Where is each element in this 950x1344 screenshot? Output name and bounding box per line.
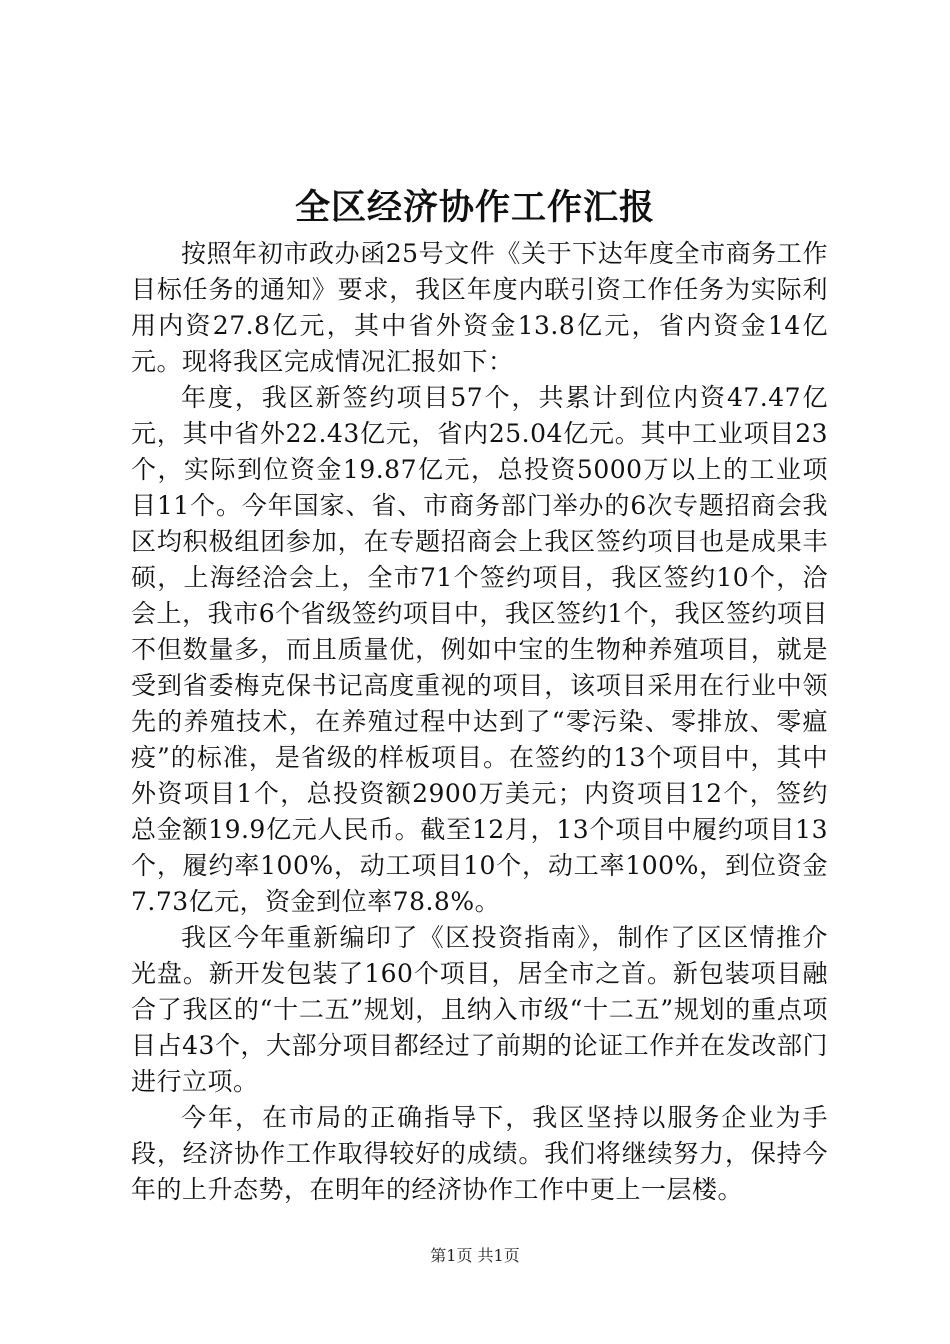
document-title: 全区经济协作工作汇报 [294, 187, 655, 228]
document-body [131, 236, 828, 1208]
paragraph-conclusion: 今年，在市局的正确指导下，我区坚持以服务企业为手段，经济协作工作取得较好的成绩。我们将继续努力，保持今年的上升态势，在明年的经济协作工作中更上一层楼。 [131, 1103, 828, 1204]
paragraph-intro: 按照年初市政办函25号文件《关于下达年度全市商务工作目标任务的通知》要求，我区年度内联引资工作任务为实际利用内资27.8亿元，其中省外资金13.8亿元，省内资金14亿元。现将我区完成情况汇报如下： [131, 239, 828, 376]
paragraph-projects: 年度，我区新签约项目57个，共累计到位内资47.47亿元，其中省外22.43亿元，省内25.04亿元。其中工业项目23个，实际到位资金19.87亿元，总投资5000万以上的工业项目11个。今年国家、省、市商务部门举办的6次专题招商会我区均积极组团参加，在专题招商会上我区签约项目也是成果丰硕，上海经洽会上，全市71个签约项目，我区签约10个，洽会上，我市6个省级签约项目中，我区签约1个，我区签约项目不但数量多，而且质量优，例如中宝的生物种养殖项目，就是受到省委梅克保书记高度重视的项目，该项目采用在行业中领先的养殖技术，在养殖过程中达到了“零污染、零排放、零瘟疫”的标准，是省级的样板项目。在签约的13个项目中，其中外资项目1个，总投资额2900万美元；内资项目12个，签约总金额19.9亿元人民币。截至12月，13个项目中履约项目13个，履约率100%，动工项目10个，动工率100%，到位资金7.73亿元，资金到位率78.8%。 [131, 383, 828, 916]
paragraph-investment-guide: 我区今年重新编印了《区投资指南》，制作了区区情推介光盘。新开发包装了160个项目，居全市之首。新包装项目融合了我区的“十二五”规划，且纳入市级“十二五”规划的重点项目占43个，大部分项目都经过了前期的论证工作并在发改部门进行立项。 [131, 923, 828, 1096]
page-number-footer: 第1页 共1页 [430, 1246, 520, 1265]
